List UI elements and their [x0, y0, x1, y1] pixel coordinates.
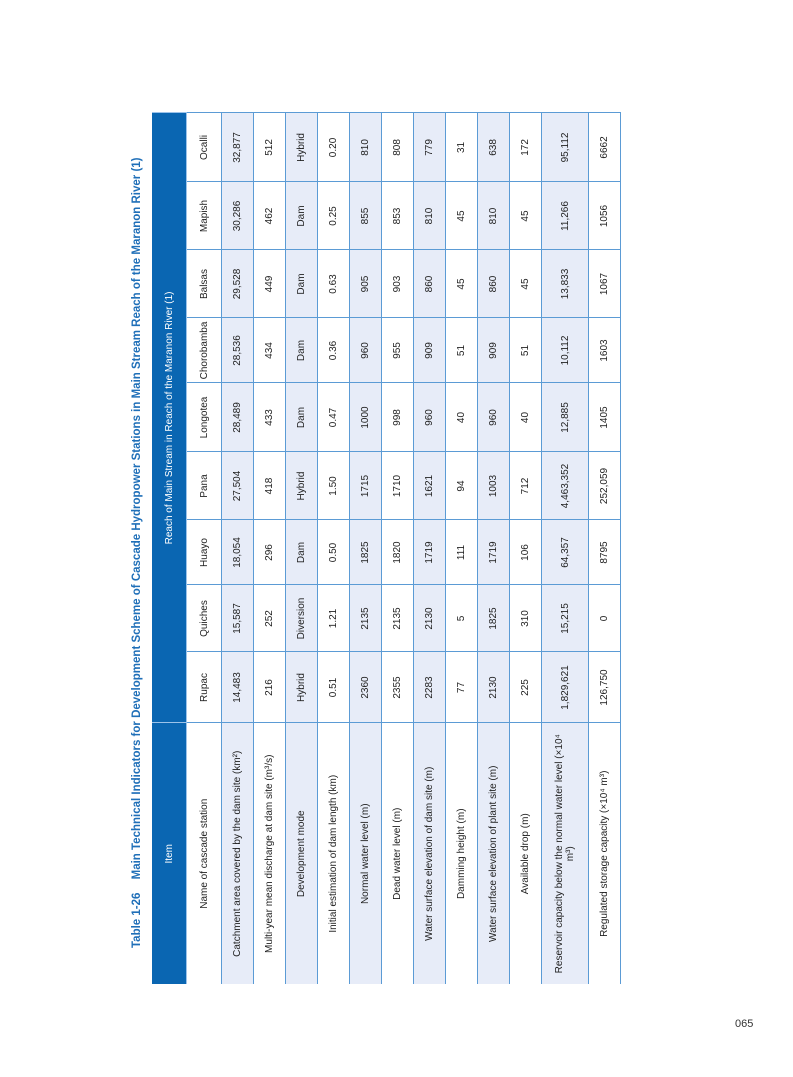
table-cell: 5 — [446, 585, 478, 652]
table-cell: 8795 — [589, 520, 621, 585]
table-cell: 449 — [254, 250, 286, 318]
row-label: Catchment area covered by the dam site (km²) — [222, 723, 254, 984]
table-cell: 15,587 — [222, 585, 254, 652]
table-cell: 712 — [510, 452, 542, 520]
row-label: Available drop (m) — [510, 723, 542, 984]
station-header: Mapish — [187, 182, 222, 250]
table-row — [510, 113, 542, 984]
reach-header: Reach of Main Stream in Reach of the Maranon River (1) — [152, 113, 187, 723]
table-row — [286, 113, 318, 984]
table-cell: 0 — [589, 585, 621, 652]
table-cell: 960 — [414, 383, 446, 452]
table-cell: 1.21 — [318, 585, 350, 652]
table-cell: Dam — [286, 250, 318, 318]
table-cell: 2355 — [382, 652, 414, 723]
table-cell: 1000 — [350, 383, 382, 452]
table-cell: 909 — [414, 318, 446, 383]
row-label: Damming height (m) — [446, 723, 478, 984]
table-row — [478, 113, 510, 984]
station-name-label: Name of cascade station — [187, 723, 222, 984]
table-row — [446, 113, 478, 984]
table-cell: 77 — [446, 652, 478, 723]
table-cell: 14,483 — [222, 652, 254, 723]
table-cell: 1.50 — [318, 452, 350, 520]
table-cell: 960 — [478, 383, 510, 452]
table-cell: 2135 — [382, 585, 414, 652]
table-cell: 28,489 — [222, 383, 254, 452]
table-cell: 28,536 — [222, 318, 254, 383]
table-cell: 909 — [478, 318, 510, 383]
table-cell: 462 — [254, 182, 286, 250]
row-label: Dead water level (m) — [382, 723, 414, 984]
table-cell: Hybrid — [286, 113, 318, 182]
table-cell: 111 — [446, 520, 478, 585]
table-cell: 1,829,621 — [542, 652, 589, 723]
table-cell: 434 — [254, 318, 286, 383]
table-cell: 32,877 — [222, 113, 254, 182]
table-cell: 998 — [382, 383, 414, 452]
table-cell: 0.63 — [318, 250, 350, 318]
table-cell: Hybrid — [286, 652, 318, 723]
station-header: Huayo — [187, 520, 222, 585]
table-cell: 0.50 — [318, 520, 350, 585]
indicators-table — [152, 112, 621, 984]
table-cell: 433 — [254, 383, 286, 452]
table-cell: 10,112 — [542, 318, 589, 383]
table-cell: 64,357 — [542, 520, 589, 585]
table-row — [222, 113, 254, 984]
row-label: Reservoir capacity below the normal water level (×10⁴ m³) — [542, 723, 589, 984]
table-cell: 0.20 — [318, 113, 350, 182]
table-cell: 0.47 — [318, 383, 350, 452]
table-cell: 1825 — [350, 520, 382, 585]
table-cell: 1405 — [589, 383, 621, 452]
table-cell: 2135 — [350, 585, 382, 652]
table-cell: 172 — [510, 113, 542, 182]
station-header: Chorobamba — [187, 318, 222, 383]
table-cell: 45 — [510, 250, 542, 318]
table-cell: 1820 — [382, 520, 414, 585]
table-cell: 960 — [350, 318, 382, 383]
table-cell: 18,054 — [222, 520, 254, 585]
table-cell: 6662 — [589, 113, 621, 182]
table-cell: 51 — [510, 318, 542, 383]
table-cell: 855 — [350, 182, 382, 250]
table-cell: 106 — [510, 520, 542, 585]
page-number: 065 — [735, 1018, 754, 1030]
table-cell: 1621 — [414, 452, 446, 520]
table-cell: 903 — [382, 250, 414, 318]
table-row — [318, 113, 350, 984]
rotated-table-block — [122, 113, 621, 984]
table-cell: 216 — [254, 652, 286, 723]
table-cell: 15,215 — [542, 585, 589, 652]
station-header: Longotea — [187, 383, 222, 452]
table-cell: 2130 — [414, 585, 446, 652]
table-cell: 638 — [478, 113, 510, 182]
table-cell: 955 — [382, 318, 414, 383]
table-cell: 1003 — [478, 452, 510, 520]
row-label: Development mode — [286, 723, 318, 984]
table-cell: 252,059 — [589, 452, 621, 520]
table-row — [542, 113, 589, 984]
table-cell: 779 — [414, 113, 446, 182]
table-cell: Dam — [286, 318, 318, 383]
table-cell: 0.36 — [318, 318, 350, 383]
row-label: Normal water level (m) — [350, 723, 382, 984]
table-cell: 45 — [510, 182, 542, 250]
item-header: Item — [152, 723, 187, 984]
table-cell: Dam — [286, 520, 318, 585]
table-cell: 1719 — [478, 520, 510, 585]
table-cell: 1825 — [478, 585, 510, 652]
table-cell: 30,286 — [222, 182, 254, 250]
table-cell: 418 — [254, 452, 286, 520]
table-row — [382, 113, 414, 984]
table-row — [414, 113, 446, 984]
table-cell: 860 — [478, 250, 510, 318]
station-header: Rupac — [187, 652, 222, 723]
station-header: Pana — [187, 452, 222, 520]
table-row — [350, 113, 382, 984]
table-cell: 853 — [382, 182, 414, 250]
table-cell: 1719 — [414, 520, 446, 585]
table-cell: 905 — [350, 250, 382, 318]
table-cell: 810 — [478, 182, 510, 250]
table-cell: 45 — [446, 250, 478, 318]
table-number: Table 1-26 — [131, 892, 143, 948]
table-cell: Dam — [286, 383, 318, 452]
table-cell: 4,463,352 — [542, 452, 589, 520]
table-cell: 225 — [510, 652, 542, 723]
table-cell: 860 — [414, 250, 446, 318]
table-cell: 51 — [446, 318, 478, 383]
table-title — [122, 113, 152, 984]
table-cell: 296 — [254, 520, 286, 585]
table-cell: 252 — [254, 585, 286, 652]
table-cell: 0.51 — [318, 652, 350, 723]
row-label: Regulated storage capacity (×10⁴ m³) — [589, 723, 621, 984]
row-label: Multi-year mean discharge at dam site (m³/s) — [254, 723, 286, 984]
table-cell: 808 — [382, 113, 414, 182]
table-row — [254, 113, 286, 984]
table-cell: 27,504 — [222, 452, 254, 520]
table-cell: Hybrid — [286, 452, 318, 520]
table-cell: 40 — [510, 383, 542, 452]
table-cell: 1715 — [350, 452, 382, 520]
table-cell: 40 — [446, 383, 478, 452]
table-cell: 126,750 — [589, 652, 621, 723]
table-cell: 45 — [446, 182, 478, 250]
station-header: Balsas — [187, 250, 222, 318]
table-row — [589, 113, 621, 984]
row-label: Water surface elevation of plant site (m) — [478, 723, 510, 984]
table-cell: 2360 — [350, 652, 382, 723]
table-cell: 2130 — [478, 652, 510, 723]
table-cell: 11,266 — [542, 182, 589, 250]
table-cell: 1710 — [382, 452, 414, 520]
table-cell: 13,833 — [542, 250, 589, 318]
table-cell: Diversion — [286, 585, 318, 652]
table-cell: 29,528 — [222, 250, 254, 318]
row-label: Initial estimation of dam length (km) — [318, 723, 350, 984]
table-cell: Dam — [286, 182, 318, 250]
table-title-text: Main Technical Indicators for Development Scheme of Cascade Hydropower Stations in Main Stream Reach of the Maranon River (1) — [131, 157, 143, 880]
table-cell: 12,885 — [542, 383, 589, 452]
table-cell: 810 — [350, 113, 382, 182]
table-cell: 1603 — [589, 318, 621, 383]
table-cell: 2283 — [414, 652, 446, 723]
table-cell: 810 — [414, 182, 446, 250]
table-cell: 1056 — [589, 182, 621, 250]
table-cell: 95,112 — [542, 113, 589, 182]
station-header: Quiches — [187, 585, 222, 652]
table-cell: 1067 — [589, 250, 621, 318]
table-cell: 31 — [446, 113, 478, 182]
row-label: Water surface elevation of dam site (m) — [414, 723, 446, 984]
table-cell: 0.25 — [318, 182, 350, 250]
table-cell: 310 — [510, 585, 542, 652]
table-cell: 512 — [254, 113, 286, 182]
table-cell: 94 — [446, 452, 478, 520]
station-header: Ocalli — [187, 113, 222, 182]
